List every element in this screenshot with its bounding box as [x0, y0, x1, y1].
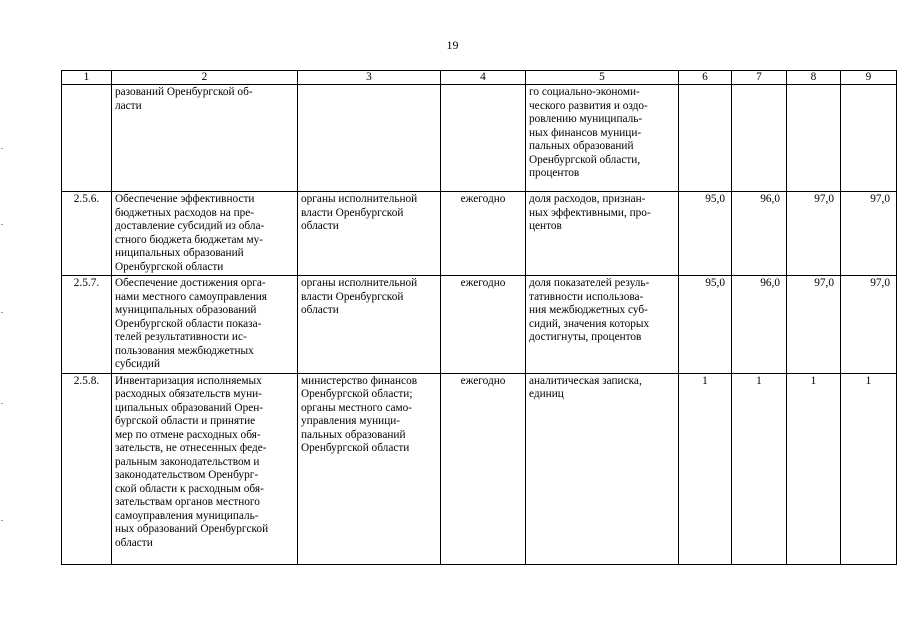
value-cell: 97,0	[841, 192, 897, 276]
period-cell: ежегодно	[441, 276, 526, 374]
indicator-cell: аналитическая записка, единиц	[526, 373, 679, 564]
responsible-cell: органы исполнительной власти Оренбургской области	[298, 192, 441, 276]
table-row	[62, 373, 897, 564]
responsible-cell: министерство финансов Оренбургской области; органы местного само- управления муници- пальных образований Оренбургской области	[298, 373, 441, 564]
value-cell: 97,0	[787, 276, 841, 374]
value-cell: 1	[841, 373, 897, 564]
period-cell	[441, 85, 526, 192]
page-number: 19	[446, 38, 459, 52]
value-cell: 95,0	[679, 192, 732, 276]
scan-margin-mark	[1, 148, 3, 149]
value-cell	[841, 85, 897, 192]
column-header: 3	[298, 71, 441, 85]
measure-cell: Обеспечение достижения орга- нами местного самоуправления муниципальных образований Оренбургской области показа- телей результативности ис- пользования межбюджетных субсидий	[112, 276, 298, 374]
item-number-cell: 2.5.7.	[62, 276, 112, 374]
measure-cell: Инвентаризация исполняемых расходных обязательств муни- ципальных образований Орен- бургской области и принятие мер по отмене расходных обя- зательств, не отнесенных феде- ральным законодательством и законодательством Оренбург- ской области к расходным обя- зательствам органов местного самоуправления муниципаль- ных образований Оренбургской области	[112, 373, 298, 564]
value-cell: 1	[787, 373, 841, 564]
measure-cell: Обеспечение эффективности бюджетных расходов на пре- доставление субсидий из обла- стного бюджета бюджетам му- ниципальных образований Оренбургской области	[112, 192, 298, 276]
value-cell: 97,0	[787, 192, 841, 276]
scan-margin-mark	[1, 312, 3, 313]
value-cell	[787, 85, 841, 192]
column-header: 8	[787, 71, 841, 85]
value-cell: 96,0	[732, 192, 787, 276]
measure-cell: разований Оренбургской об- ласти	[112, 85, 298, 192]
measures-table	[61, 70, 897, 565]
value-cell: 96,0	[732, 276, 787, 374]
value-cell: 1	[679, 373, 732, 564]
table-row	[62, 192, 897, 276]
value-cell: 97,0	[841, 276, 897, 374]
value-cell	[679, 85, 732, 192]
column-header: 1	[62, 71, 112, 85]
item-number-cell: 2.5.8.	[62, 373, 112, 564]
table-row	[62, 276, 897, 374]
column-header: 7	[732, 71, 787, 85]
table-row-continuation	[62, 85, 897, 192]
scan-margin-mark	[1, 520, 3, 521]
column-header: 2	[112, 71, 298, 85]
period-cell: ежегодно	[441, 373, 526, 564]
column-header: 9	[841, 71, 897, 85]
value-cell: 1	[732, 373, 787, 564]
indicator-cell: доля расходов, признан- ных эффективными, про- центов	[526, 192, 679, 276]
scan-margin-mark	[1, 224, 3, 225]
scan-margin-mark	[1, 403, 3, 404]
value-cell	[732, 85, 787, 192]
column-number-row	[62, 71, 897, 85]
responsible-cell	[298, 85, 441, 192]
responsible-cell: органы исполнительной власти Оренбургской области	[298, 276, 441, 374]
period-cell: ежегодно	[441, 192, 526, 276]
column-header: 5	[526, 71, 679, 85]
indicator-cell: доля показателей резуль- тативности использова- ния межбюджетных суб- сидий, значения которых достигнуты, процентов	[526, 276, 679, 374]
item-number-cell	[62, 85, 112, 192]
value-cell: 95,0	[679, 276, 732, 374]
item-number-cell: 2.5.6.	[62, 192, 112, 276]
indicator-cell: го социально-экономи- ческого развития и оздо- ровлению муниципаль- ных финансов муници- пальных образований Оренбургской области, процентов	[526, 85, 679, 192]
column-header: 6	[679, 71, 732, 85]
column-header: 4	[441, 71, 526, 85]
